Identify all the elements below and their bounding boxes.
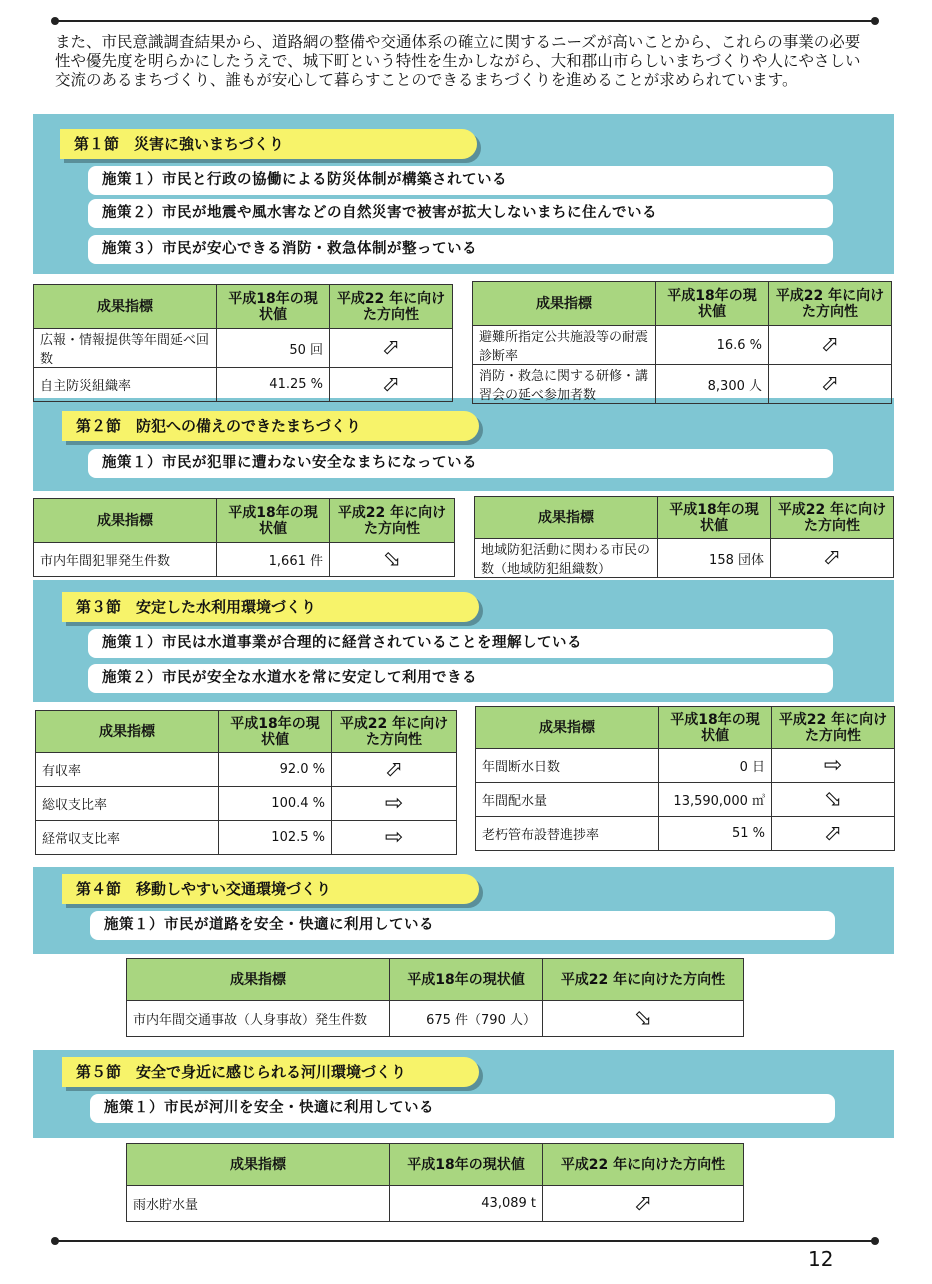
indicator-name: 有収率	[36, 753, 219, 787]
direction-icon	[330, 543, 455, 577]
direction-icon	[332, 787, 457, 821]
indicator-name: 地域防犯活動に関わる市民の数（地域防犯組織数）	[475, 539, 658, 578]
up-arrow-icon: ⬀	[820, 332, 840, 357]
right-arrow-icon: ⇨	[384, 824, 404, 850]
direction-icon	[332, 821, 457, 855]
current-value: 50 回	[217, 329, 330, 368]
kpi-table	[475, 706, 895, 851]
current-value: 158 団体	[658, 539, 771, 578]
table-row	[475, 539, 894, 578]
header-direction: 平成22 年に向けた方向性	[543, 1144, 744, 1186]
down-arrow-icon: ⬂	[823, 786, 843, 812]
indicator-name: 総収支比率	[36, 787, 219, 821]
policy-3-1: 施策１）市民は水道事業が合理的に経営されていることを理解している	[88, 629, 833, 658]
header-current: 平成18年の現状値	[658, 497, 771, 539]
page-number: 12	[808, 1247, 834, 1271]
current-value: 1,661 件	[217, 543, 330, 577]
header-direction: 平成22 年に向けた方向性	[543, 959, 744, 1001]
policy-3-2: 施策２）市民が安全な水道水を常に安定して利用できる	[88, 664, 833, 693]
header-current: 平成18年の現状値	[217, 285, 330, 329]
indicator-name: 年間配水量	[476, 783, 659, 817]
up-arrow-icon: ⬀	[823, 820, 843, 846]
indicator-name: 雨水貯水量	[127, 1186, 390, 1222]
kpi-table	[35, 710, 457, 855]
header-current: 平成18年の現状値	[390, 959, 543, 1001]
direction-icon	[769, 326, 892, 365]
policy-4-1: 施策１）市民が道路を安全・快適に利用している	[90, 911, 835, 940]
table-row	[36, 821, 457, 855]
header-indicator: 成果指標	[475, 497, 658, 539]
up-arrow-icon: ⬀	[820, 371, 840, 396]
table-row	[127, 1001, 744, 1037]
table-row	[34, 543, 455, 577]
policy-5-1: 施策１）市民が河川を安全・快適に利用している	[90, 1094, 835, 1123]
policy-2-1: 施策１）市民が犯罪に遭わない安全なまちになっている	[88, 449, 833, 478]
direction-icon	[332, 753, 457, 787]
section-4-title: 第４節 移動しやすい交通環境づくり	[62, 874, 479, 904]
direction-icon	[772, 749, 895, 783]
table-row	[36, 787, 457, 821]
header-current: 平成18年の現状値	[659, 707, 772, 749]
header-indicator: 成果指標	[34, 285, 217, 329]
header-current: 平成18年の現状値	[217, 499, 330, 543]
down-arrow-icon: ⬂	[633, 1005, 653, 1031]
direction-icon	[543, 1001, 744, 1037]
down-arrow-icon: ⬂	[382, 546, 402, 572]
current-value: 43,089 t	[390, 1186, 543, 1222]
direction-icon	[771, 539, 894, 578]
direction-icon	[330, 329, 453, 368]
header-current: 平成18年の現状値	[656, 282, 769, 326]
header-indicator: 成果指標	[476, 707, 659, 749]
direction-icon	[772, 783, 895, 817]
header-direction: 平成22 年に向けた方向性	[772, 707, 895, 749]
table-row	[127, 1186, 744, 1222]
header-current: 平成18年の現状値	[219, 711, 332, 753]
table-row	[476, 749, 895, 783]
table-row	[476, 817, 895, 851]
kpi-table	[33, 498, 455, 577]
kpi-table	[126, 1143, 744, 1222]
header-direction: 平成22 年に向けた方向性	[330, 499, 455, 543]
right-arrow-icon: ⇨	[823, 752, 843, 778]
indicator-name: 年間断水日数	[476, 749, 659, 783]
header-indicator: 成果指標	[127, 1144, 390, 1186]
section-1-title: 第１節 災害に強いまちづくり	[60, 129, 477, 159]
section-5-title: 第５節 安全で身近に感じられる河川環境づくり	[62, 1057, 479, 1087]
current-value: 51 %	[659, 817, 772, 851]
policy-1-3: 施策３）市民が安心できる消防・救急体制が整っている	[88, 235, 833, 264]
current-value: 92.0 %	[219, 753, 332, 787]
indicator-name: 避難所指定公共施設等の耐震診断率	[473, 326, 656, 365]
indicator-name: 市内年間犯罪発生件数	[34, 543, 217, 577]
up-arrow-icon: ⬀	[381, 335, 401, 360]
policy-1-2: 施策２）市民が地震や風水害などの自然災害で被害が拡大しないまちに住んでいる	[88, 199, 833, 228]
header-indicator: 成果指標	[34, 499, 217, 543]
indicator-name: 広報・情報提供等年間延べ回数	[34, 329, 217, 368]
table-row	[34, 368, 453, 402]
bottom-rule	[55, 1240, 875, 1242]
current-value: 16.6 %	[656, 326, 769, 365]
top-rule	[55, 20, 875, 22]
direction-icon	[769, 365, 892, 404]
header-direction: 平成22 年に向けた方向性	[771, 497, 894, 539]
current-value: 0 日	[659, 749, 772, 783]
indicator-name: 自主防災組織率	[34, 368, 217, 402]
header-indicator: 成果指標	[36, 711, 219, 753]
right-arrow-icon: ⇨	[384, 790, 404, 816]
header-direction: 平成22 年に向けた方向性	[769, 282, 892, 326]
indicator-name: 消防・救急に関する研修・講習会の延べ参加者数	[473, 365, 656, 404]
current-value: 100.4 %	[219, 787, 332, 821]
intro-paragraph: また、市民意識調査結果から、道路網の整備や交通体系の確立に関するニーズが高いことから、これらの事業の必要性や優先度を明らかにしたうえで、城下町という特性を生かしながら、大和郡山市らしいまちづくりや人にやさしい交流のあるまちづくり、誰もが安心して暮らすことのできるまちづくりを進めることが求められています。	[55, 33, 861, 89]
table-row	[34, 329, 453, 368]
header-current: 平成18年の現状値	[390, 1144, 543, 1186]
indicator-name: 経常収支比率	[36, 821, 219, 855]
kpi-table	[126, 958, 744, 1037]
header-direction: 平成22 年に向けた方向性	[330, 285, 453, 329]
table-row	[473, 365, 892, 404]
direction-icon	[543, 1186, 744, 1222]
current-value: 675 件（790 人）	[390, 1001, 543, 1037]
current-value: 8,300 人	[656, 365, 769, 404]
direction-icon	[772, 817, 895, 851]
kpi-table	[474, 496, 894, 578]
table-row	[36, 753, 457, 787]
table-row	[476, 783, 895, 817]
kpi-table	[33, 284, 453, 402]
table-row	[473, 326, 892, 365]
section-2-title: 第２節 防犯への備えのできたまちづくり	[62, 411, 479, 441]
section-3-title: 第３節 安定した水利用環境づくり	[62, 592, 479, 622]
up-arrow-icon: ⬀	[822, 545, 842, 570]
header-direction: 平成22 年に向けた方向性	[332, 711, 457, 753]
header-indicator: 成果指標	[127, 959, 390, 1001]
indicator-name: 市内年間交通事故（人身事故）発生件数	[127, 1001, 390, 1037]
current-value: 41.25 %	[217, 368, 330, 402]
header-indicator: 成果指標	[473, 282, 656, 326]
policy-1-1: 施策１）市民と行政の協働による防災体制が構築されている	[88, 166, 833, 195]
up-arrow-icon: ⬀	[633, 1190, 653, 1216]
current-value: 102.5 %	[219, 821, 332, 855]
up-arrow-icon: ⬀	[384, 756, 404, 782]
direction-icon	[330, 368, 453, 402]
kpi-table	[472, 281, 892, 404]
indicator-name: 老朽管布設替進捗率	[476, 817, 659, 851]
current-value: 13,590,000 ㎥	[659, 783, 772, 817]
up-arrow-icon: ⬀	[381, 371, 401, 397]
